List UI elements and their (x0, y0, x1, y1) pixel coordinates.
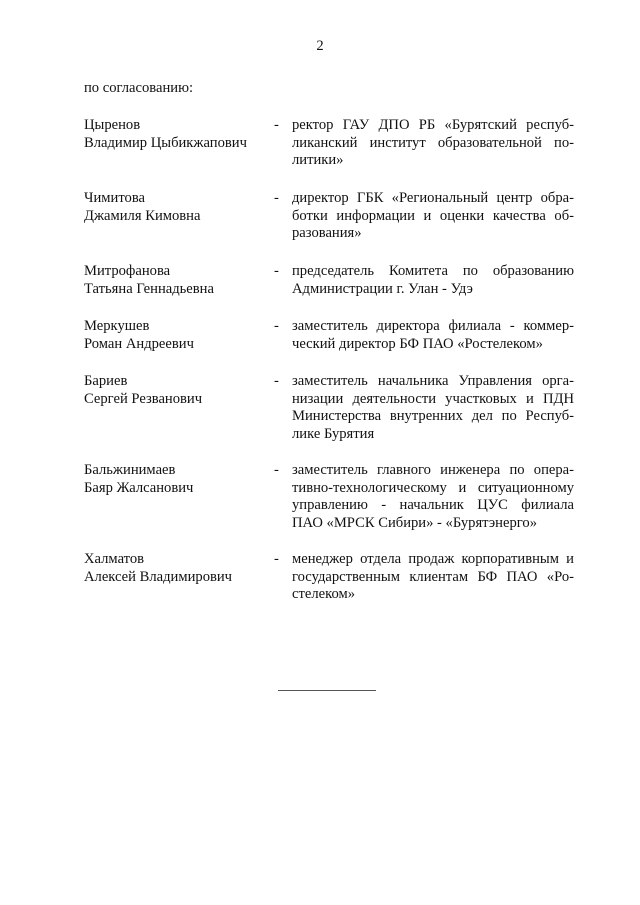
position-line: низации деятельности участковых и ПДН (292, 390, 574, 407)
member-surname: Халматов (84, 551, 145, 567)
member-surname: Бариев (84, 373, 128, 389)
member-name (84, 318, 264, 353)
member-given-names: Владимир Цыбикжапович (84, 134, 247, 151)
member-given-names: Роман Андреевич (84, 335, 194, 352)
position-line: заместитель директора филиала - коммер- (292, 318, 574, 334)
intro-text: по согласованию: (84, 80, 194, 96)
member-position (292, 190, 574, 243)
position-line: ликанский институт образовательной по- (292, 134, 574, 151)
position-line: ческий директор БФ ПАО «Ростелеком» (292, 335, 543, 352)
member-surname: Митрофанова (84, 263, 171, 279)
member-position (292, 318, 574, 353)
member-surname: Бальжинимаев (84, 462, 176, 478)
position-line: государственным клиентам БФ ПАО «Ро- (292, 568, 574, 585)
position-line: литики» (292, 152, 344, 168)
position-line: ботки информации и оценки качества об- (292, 207, 574, 224)
member-surname: Меркушев (84, 318, 150, 334)
member-dash: - (274, 117, 279, 133)
member-row (84, 462, 574, 542)
member-dash: - (274, 263, 279, 279)
closing-rule (278, 690, 376, 691)
member-name (84, 462, 264, 497)
member-surname: Чимитова (84, 190, 145, 206)
position-line: стелеком» (292, 586, 355, 602)
member-row (84, 551, 574, 631)
member-row (84, 190, 574, 270)
member-dash: - (274, 318, 279, 334)
member-name (84, 551, 264, 586)
member-position (292, 373, 574, 443)
member-name (84, 190, 264, 225)
member-dash: - (274, 373, 279, 389)
member-name (84, 263, 264, 298)
member-position (292, 551, 574, 604)
position-line: ПАО «МРСК Сибири» - «Бурятэнерго» (292, 514, 537, 531)
position-line: менеджер отдела продаж корпоративным и (292, 551, 574, 567)
member-surname: Цыренов (84, 117, 141, 133)
position-line: директор ГБК «Региональный центр обра- (292, 190, 574, 206)
position-line: председатель Комитета по образованию (292, 263, 574, 279)
position-line: заместитель начальника Управления орга- (292, 373, 574, 389)
member-dash: - (274, 190, 279, 206)
position-line: лике Бурятия (292, 425, 375, 442)
member-given-names: Джамиля Кимовна (84, 207, 201, 224)
member-row (84, 117, 574, 197)
member-position (292, 462, 574, 532)
position-line: тивно-технологическому и ситуационному (292, 479, 574, 496)
position-line: управлению - начальник ЦУС филиала (292, 497, 574, 513)
member-position (292, 117, 574, 170)
member-dash: - (274, 462, 279, 478)
member-dash: - (274, 551, 279, 567)
member-given-names: Сергей Резванович (84, 390, 203, 407)
member-name (84, 373, 264, 408)
member-given-names: Алексей Владимирович (84, 568, 233, 585)
member-position (292, 263, 574, 298)
position-line: ректор ГАУ ДПО РБ «Бурятский респуб- (292, 117, 574, 133)
position-line: заместитель главного инженера по опера- (292, 462, 574, 478)
member-row (84, 373, 574, 453)
page-number: 2 (316, 38, 324, 54)
position-line: разования» (292, 225, 362, 241)
member-name (84, 117, 264, 152)
position-line: Министерства внутренних дел по Респуб- (292, 408, 574, 424)
position-line: Администрации г. Улан - Удэ (292, 280, 473, 297)
member-given-names: Баяр Жалсанович (84, 479, 194, 496)
member-given-names: Татьяна Геннадьевна (84, 280, 214, 297)
